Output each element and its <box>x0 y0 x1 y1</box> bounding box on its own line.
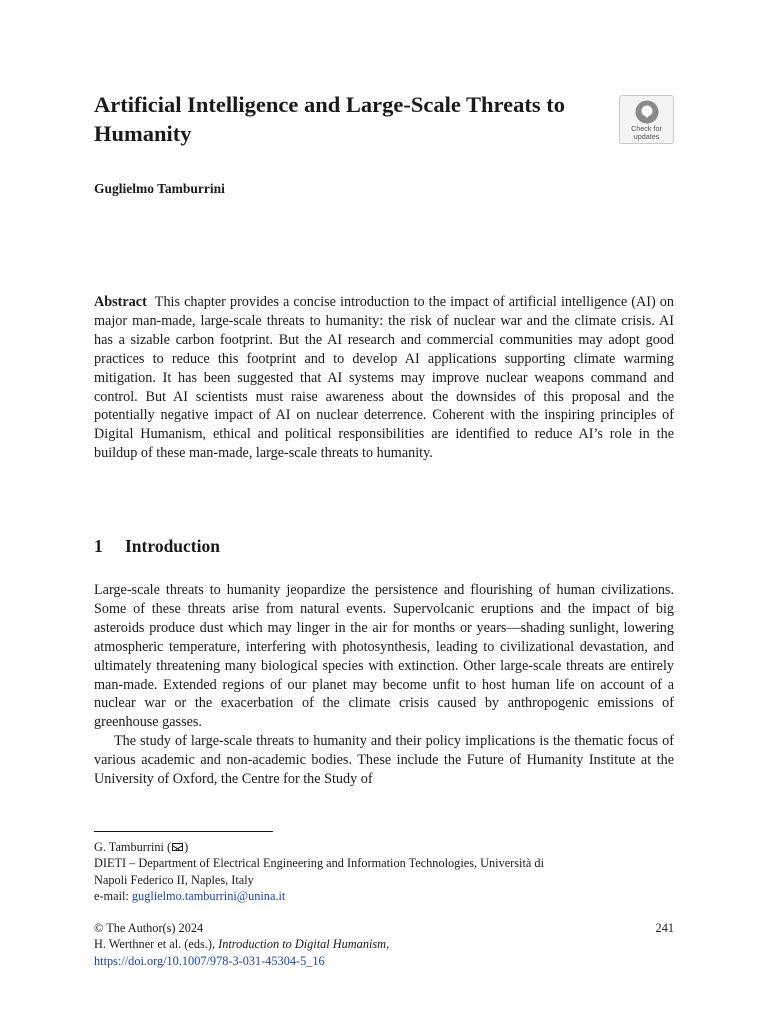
doi-line <box>94 953 674 969</box>
page-footer <box>94 920 674 969</box>
paragraph-1: Large-scale threats to humanity jeopardize the persistence and flourishing of human civilizations. Some of these threats arise from natural events. Supervolcanic eruptions and the impact of big asteroids produce dust which may linger in the air for months or years—shading sunlight, lowering atmospheric temperature, interfering with photosynthesis, leading to civilizational devastation, and ultimately threatening many biological species with extinction. Other large-scale threats are entirely man-made. Extended regions of our planet may become unfit to host human life on account of a nuclear war or the exacerbation of the climate crisis caused by anthropogenic emissions of greenhouse gasses. <box>94 582 674 731</box>
badge-label-line1: Check for <box>631 124 662 133</box>
footnote-divider <box>94 831 273 832</box>
email-link[interactable]: guglielmo.tamburrini@unina.it <box>131 888 286 903</box>
footnote-author: G. Tamburrini ( <box>94 840 172 854</box>
paragraph-2: The study of large-scale threats to humanity and their policy implications is the thematic focus of various academic and non-academic bodies. These include the Future of Humanity Institute at the University of Oxford, the Centre for the Study of <box>94 733 674 788</box>
envelope-icon[interactable] <box>172 843 183 851</box>
footnote-author-close: ) <box>184 840 189 854</box>
copyright: © The Author(s) 2024 <box>94 921 204 935</box>
footnote <box>94 839 674 904</box>
abstract-label: Abstract <box>94 294 147 310</box>
footnote-author-line <box>94 839 674 855</box>
page-number: 241 <box>655 921 674 935</box>
chapter-title: Artificial Intelligence and Large-Scale Threats to Humanity <box>94 92 565 146</box>
citation-line <box>94 936 674 952</box>
affiliation-line-2: Napoli Federico II, Naples, Italy <box>94 872 254 887</box>
section-title: Introduction <box>125 536 220 556</box>
section-body <box>94 581 674 789</box>
section-heading <box>94 536 220 557</box>
check-for-updates-icon <box>634 99 660 125</box>
author-name: Guglielmo Tamburrini <box>94 181 225 196</box>
editors-suffix: , <box>386 937 390 952</box>
abstract <box>94 293 674 463</box>
editors: H. Werthner et al. (eds.), <box>94 937 219 952</box>
badge-label-line2: updates <box>633 131 660 141</box>
email-line <box>94 888 674 904</box>
doi-link[interactable]: https://doi.org/10.1007/978-3-031-45304-5_16 <box>94 953 325 968</box>
check-for-updates-badge[interactable] <box>619 95 674 144</box>
section-number: 1 <box>94 536 103 556</box>
email-label: e-mail: <box>94 888 132 903</box>
copyright-row <box>94 920 674 936</box>
book-title: Introduction to Digital Humanism <box>218 937 387 952</box>
abstract-text: This chapter provides a concise introduction to the impact of artificial intelligence (AI) on major man-made, large-scale threats to humanity: the risk of nuclear war and the climate crisis. AI has a sizable carbon footprint. But the AI research and commercial communities may adopt good practices to reduce this footprint and to develop AI applications supporting climate warming mitigation. It has been suggested that AI systems may improve nuclear weapons command and control. But AI scientists must raise awareness about the downsides of this proposal and the potentially negative impact of AI on nuclear deterrence. Coherent with the inspiring principles of Digital Humanism, ethical and political responsibilities are identified to reduce AI’s role in the buildup of these man-made, large-scale threats to humanity. <box>94 294 674 462</box>
affiliation-line-1: DIETI – Department of Electrical Engineering and Information Technologies, Università di <box>94 856 544 871</box>
